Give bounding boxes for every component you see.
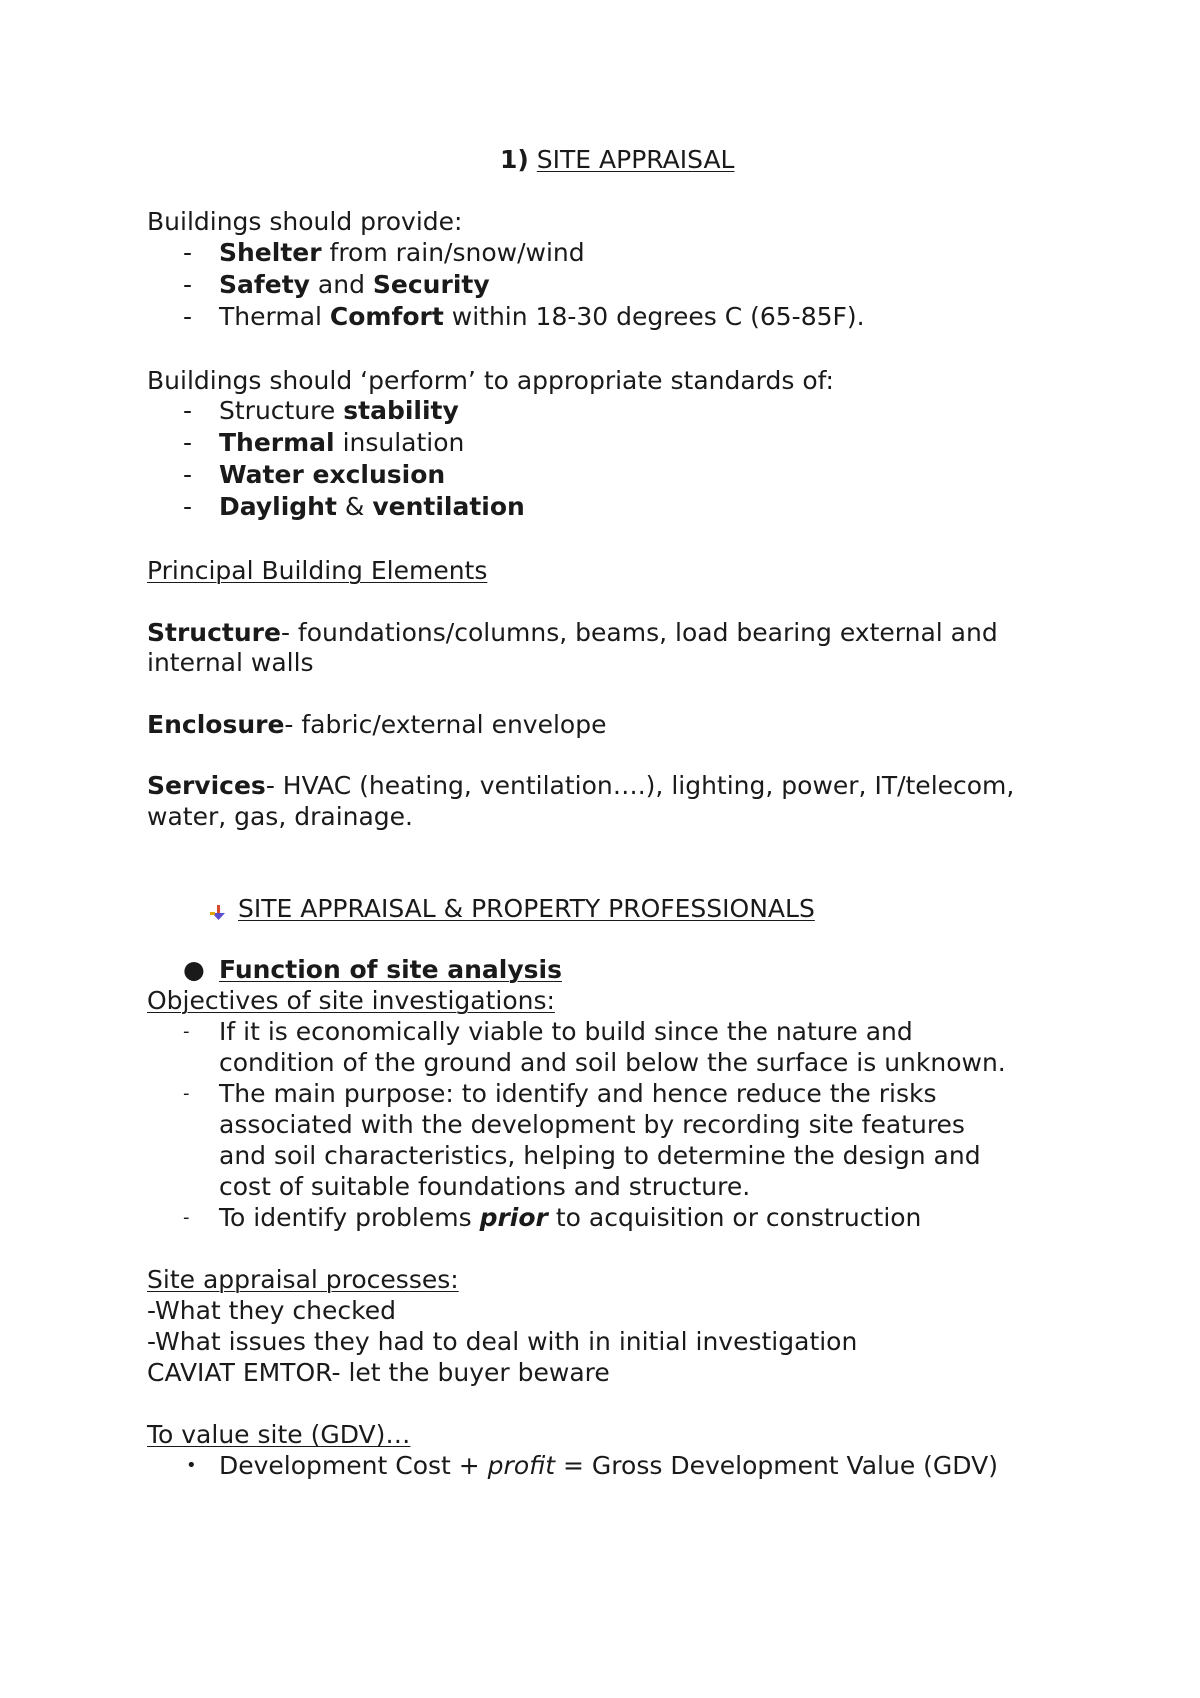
site-heading: SITE APPRAISAL & PROPERTY PROFESSIONALS bbox=[210, 893, 815, 924]
list-item-continued: cost of suitable foundations and structure. bbox=[219, 1172, 751, 1201]
list-item-continued: condition of the ground and soil below the surface is unknown. bbox=[219, 1048, 1006, 1077]
arrow-bullet-icon bbox=[210, 898, 228, 916]
section1-intro: Buildings should provide: bbox=[147, 207, 463, 236]
structure-line-1: Structure- foundations/columns, beams, load bearing external and bbox=[147, 618, 998, 647]
services-line-1: Services- HVAC (heating, ventilation….), lighting, power, IT/telecom, bbox=[147, 771, 1015, 800]
services-line-2: water, gas, drainage. bbox=[147, 802, 414, 831]
list-item-continued: associated with the development by recording site features bbox=[219, 1110, 965, 1139]
enclosure-line: Enclosure- fabric/external envelope bbox=[147, 710, 607, 739]
processes-line: CAVIAT EMTOR- let the buyer beware bbox=[147, 1358, 610, 1387]
principal-heading: Principal Building Elements bbox=[147, 556, 488, 585]
processes-heading: Site appraisal processes: bbox=[147, 1265, 459, 1294]
page-title: 1) SITE APPRAISAL bbox=[500, 145, 735, 174]
objectives-heading: Objectives of site investigations: bbox=[147, 986, 555, 1015]
value-heading: To value site (GDV)… bbox=[147, 1420, 411, 1449]
processes-line: -What issues they had to deal with in initial investigation bbox=[147, 1327, 858, 1356]
small-bullet-icon: • bbox=[186, 1455, 197, 1476]
section2-intro: Buildings should ‘perform’ to appropriate standards of: bbox=[147, 366, 834, 395]
list-item-continued: and soil characteristics, helping to determine the design and bbox=[219, 1141, 981, 1170]
bullet-dot-icon: ● bbox=[183, 955, 205, 984]
document-page: 1) SITE APPRAISAL Buildings should provide: - Shelter from rain/snow/wind - Safety and Security - Thermal Comfort within 18-30 degrees C (65-85F). Buildings should ‘perform’ to appropriate standards of: - Structure stability - Thermal insulation - Water exclusion - Daylight & ventilation Principal Building Elements Structure- foundations/columns, beams, load bearing external and internal walls Enclosure- fabric/external envelope Services- HVAC (heating, ventilation….), lighting, power, IT/telecom, water, gas, drainage. SITE APPRAISAL & PROPERTY PROFESSIONALS ● Function of site analysis Objectives of site investigations: - If it is economically viable to build since the nature and condition of the ground and soil below the surface is unknown. - The main purpose: to identify and hence reduce the risks associated with the development by recording site features and soil characteristics, helping to determine the design and cost of suitable foundations and structure. - To identify problems prior to acquisition or construction Site appraisal processes: -What they checked -What issues they had to deal with in initial investigation CAVIAT EMTOR- let the buyer beware To value site (GDV)… • Development Cost + profit = Gross Development Value (GDV) bbox=[147, 145, 1015, 1480]
structure-line-2: internal walls bbox=[147, 648, 314, 677]
processes-line: -What they checked bbox=[147, 1296, 396, 1325]
